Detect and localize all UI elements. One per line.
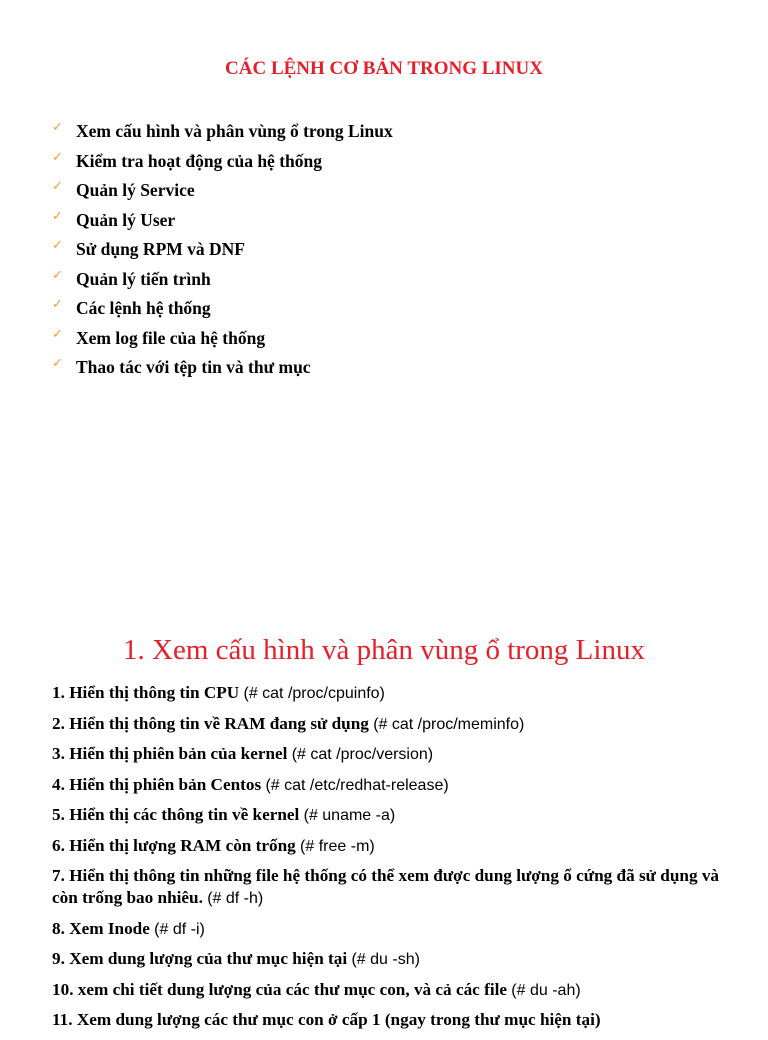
toc-item-label: Các lệnh hệ thống	[76, 298, 211, 319]
command-description: 4. Hiển thị phiên bản Centos	[52, 774, 266, 794]
list-item	[52, 948, 742, 971]
list-item	[52, 743, 742, 766]
command-code: (# df -i)	[154, 920, 205, 938]
command-description: 3. Hiển thị phiên bản của kernel	[52, 744, 292, 763]
toc-item	[52, 324, 393, 354]
command-code: (# free -m)	[300, 837, 375, 855]
command-description: 9. Xem dung lượng của thư mục hiện tại	[52, 949, 352, 968]
document-title: CÁC LỆNH CƠ BẢN TRONG LINUX	[225, 58, 543, 79]
toc-item-label: Xem log file của hệ thống	[76, 327, 266, 348]
toc-item	[52, 294, 393, 324]
command-description: 10. xem chi tiết dung lượng của các thư mục con, và cả các file	[52, 979, 512, 999]
checkmark-icon: ✓	[52, 208, 63, 224]
list-item	[52, 865, 742, 910]
command-description: 11. Xem dung lượng các thư mục con ở cấp 1 (ngay trong thư mục hiện tại)	[52, 1010, 601, 1029]
toc-item	[52, 265, 393, 295]
toc-item	[52, 353, 393, 383]
command-code: (# du -sh)	[351, 951, 420, 968]
checkmark-icon: ✓	[52, 267, 63, 283]
list-item	[52, 804, 742, 827]
checkmark-icon: ✓	[52, 356, 63, 372]
list-item	[52, 774, 742, 797]
list-item	[52, 835, 742, 858]
command-description: 1. Hiển thị thông tin CPU	[52, 683, 244, 702]
command-code: (# df -h)	[207, 890, 264, 907]
command-code: (# cat /etc/redhat-release)	[265, 776, 449, 794]
command-code: (# cat /proc/cpuinfo)	[243, 685, 385, 702]
toc-item	[52, 206, 393, 236]
list-item	[52, 682, 742, 705]
command-description: 2. Hiển thị thông tin về RAM đang sử dụng	[52, 713, 374, 733]
command-description: 5. Hiển thị các thông tin về kernel	[52, 805, 304, 824]
toc-item	[52, 147, 393, 177]
checkmark-icon: ✓	[52, 179, 63, 195]
command-description: 6. Hiển thị lượng RAM còn trống	[52, 835, 301, 855]
command-code: (# cat /proc/version)	[291, 746, 434, 763]
command-description: 7. Hiển thị thông tin những file hệ thống có thể xem được dung lượng ổ cứng đã sử dụng và còn trống bao nhiêu.	[52, 866, 720, 907]
toc-item	[52, 176, 393, 206]
list-item	[52, 713, 742, 736]
toc-item-label: Thao tác với tệp tin và thư mục	[76, 357, 311, 378]
toc-item-label: Kiểm tra hoạt động của hệ thống	[76, 150, 322, 171]
command-code: (# du -ah)	[511, 981, 581, 999]
section-heading: 1. Xem cấu hình và phân vùng ổ trong Linux	[123, 634, 645, 666]
toc-item	[52, 117, 393, 147]
command-list	[52, 682, 742, 1040]
checkmark-icon: ✓	[52, 297, 63, 313]
list-item	[52, 918, 742, 941]
command-code: (# cat /proc/meminfo)	[373, 715, 525, 733]
checkmark-icon: ✓	[52, 120, 63, 136]
toc-item-label: Quản lý Service	[76, 180, 195, 201]
toc-item-label: Sử dụng RPM và DNF	[76, 239, 245, 260]
list-item	[52, 1009, 742, 1032]
checkmark-icon: ✓	[52, 326, 63, 342]
command-code: (# uname -a)	[303, 807, 396, 824]
toc-item-label: Xem cấu hình và phân vùng ổ trong Linux	[76, 121, 393, 142]
toc-item	[52, 235, 393, 265]
checkmark-icon: ✓	[52, 149, 63, 165]
table-of-contents	[52, 117, 393, 383]
list-item	[52, 979, 742, 1002]
checkmark-icon: ✓	[52, 238, 63, 254]
toc-item-label: Quản lý User	[76, 209, 176, 230]
toc-item-label: Quản lý tiến trình	[76, 268, 211, 289]
command-description: 8. Xem Inode	[52, 918, 155, 938]
